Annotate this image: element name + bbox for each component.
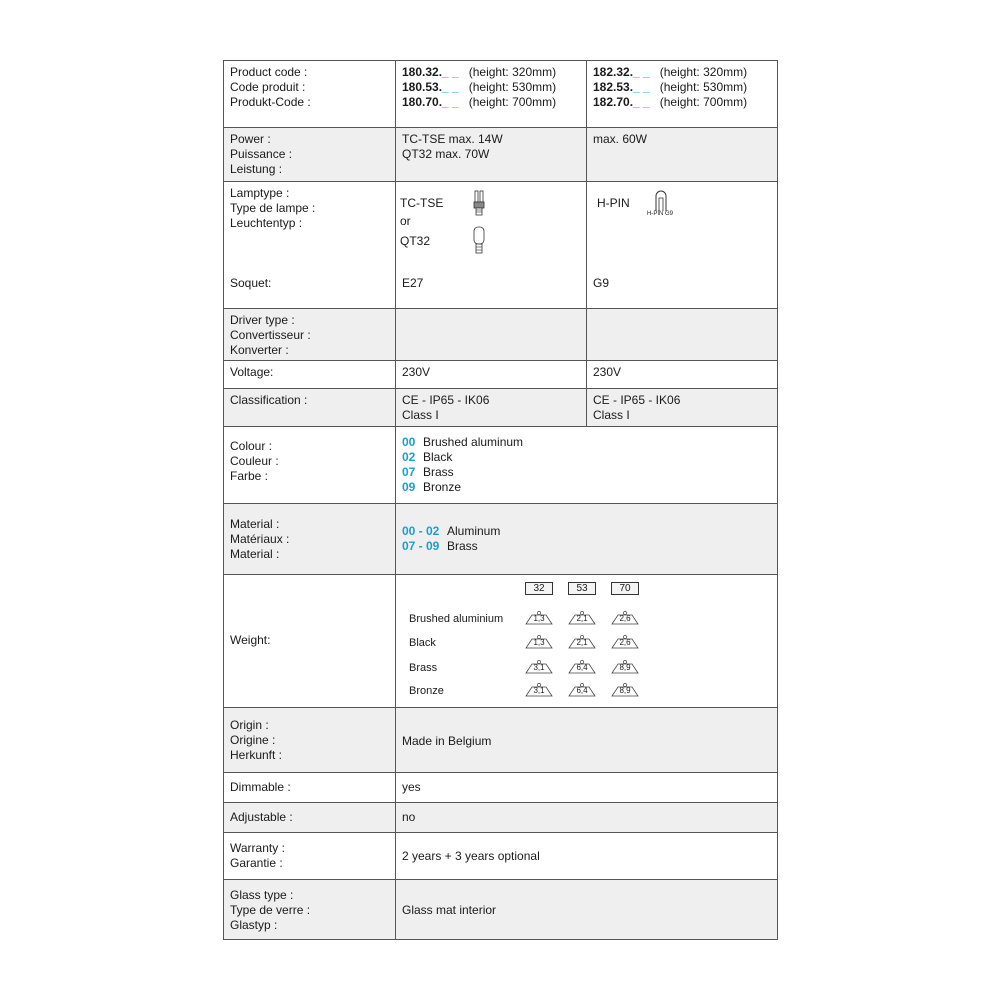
label-cell: Weight:: [224, 575, 396, 707]
row-colour: [224, 426, 777, 503]
socket-label: Soquet:: [230, 276, 272, 290]
product-codes-g9: [587, 61, 777, 127]
weight-icon: 2,1: [567, 611, 597, 625]
label-cell: Dimmable :: [224, 773, 396, 802]
warranty-value: 2 years + 3 years optional: [402, 849, 540, 863]
driver-g9: [587, 309, 777, 360]
finish-label: Brushed aluminium: [409, 613, 504, 625]
finish-label: Black: [409, 637, 436, 649]
label-cell: Power : Puissance : Leistung :: [224, 128, 396, 181]
label-cell: Glass type : Type de verre : Glastyp :: [224, 880, 396, 939]
weight-icon: 3,1: [524, 683, 554, 697]
material-list: [396, 504, 777, 574]
label-fr: Code produit :: [230, 80, 306, 94]
lamptype-e27: TC-TSE or QT32 E27: [396, 182, 587, 308]
height-53-box: 53: [568, 582, 596, 595]
label-cell: Voltage:: [224, 361, 396, 388]
dimmable-value: yes: [402, 780, 421, 794]
height-32-box: 32: [525, 582, 553, 595]
row-lamptype: [224, 181, 777, 308]
code-line: 182.53._ _ (height: 530mm): [593, 80, 748, 94]
row-power: [224, 127, 777, 181]
glass-value: Glass mat interior: [402, 903, 497, 917]
qt32-bulb-icon: [472, 226, 486, 256]
row-dimmable: [224, 772, 777, 802]
code-line: 180.32._ _ (height: 320mm): [402, 65, 557, 79]
label-cell: Warranty : Garantie :: [224, 833, 396, 879]
code-line: 182.32._ _ (height: 320mm): [593, 65, 748, 79]
row-material: [224, 503, 777, 574]
label-cell: Adjustable :: [224, 803, 396, 832]
row-warranty: [224, 832, 777, 879]
weight-icon: 6,4: [567, 660, 597, 674]
weight-icon: 8,9: [610, 683, 640, 697]
weight-icon: 8,9: [610, 660, 640, 674]
height-70-box: 70: [611, 582, 639, 595]
weight-icon: 1,3: [524, 611, 554, 625]
row-classification: [224, 388, 777, 426]
code-line: 180.70._ _ (height: 700mm): [402, 95, 557, 109]
row-adjustable: [224, 802, 777, 832]
power-g9: max. 60W: [593, 132, 648, 146]
weight-table: [396, 575, 777, 707]
spec-table: [223, 60, 778, 940]
weight-icon: 2,6: [610, 611, 640, 625]
material-item: 00 - 02 Aluminum: [402, 524, 501, 538]
weight-icon: 2,6: [610, 635, 640, 649]
label-en: Product code :: [230, 65, 308, 79]
colour-item: 07 Brass: [402, 465, 454, 479]
socket-g9: G9: [593, 276, 610, 290]
colour-item: 09 Bronze: [402, 480, 462, 494]
label-de: Produkt-Code :: [230, 95, 311, 109]
label-cell: Origin : Origine : Herkunft :: [224, 708, 396, 772]
label-cell: Material : Matériaux : Material :: [224, 504, 396, 574]
label-cell: Classification :: [224, 389, 396, 426]
origin-value: Made in Belgium: [402, 734, 492, 748]
tc-tse-bulb-icon: [472, 190, 486, 218]
row-voltage: [224, 360, 777, 388]
weight-icon: 3,1: [524, 660, 554, 674]
power-e27: TC-TSE max. 14W QT32 max. 70W: [396, 128, 587, 181]
colour-list: [396, 427, 777, 503]
label-cell: Colour : Couleur : Farbe :: [224, 427, 396, 503]
classification-e27: CE - IP65 - IK06 Class I: [396, 389, 587, 426]
code-line: 182.70._ _ (height: 700mm): [593, 95, 748, 109]
weight-icon: 6,4: [567, 683, 597, 697]
row-weight: [224, 574, 777, 707]
label-cell: [224, 61, 396, 127]
row-origin: [224, 707, 777, 772]
label-cell: Driver type : Convertisseur : Konverter :: [224, 309, 396, 360]
product-codes-e27: [396, 61, 587, 127]
socket-e27: E27: [402, 276, 424, 290]
finish-label: Bronze: [409, 685, 444, 697]
g9-icon-caption: H-PIN G9: [647, 211, 674, 217]
row-product-code: [224, 61, 777, 127]
row-glass-type: [224, 879, 777, 939]
colour-item: 02 Black: [402, 450, 453, 464]
driver-e27: [396, 309, 587, 360]
label-cell: Lamptype : Type de lampe : Leuchtentyp : Soquet:: [224, 182, 396, 308]
weight-icon: 1,3: [524, 635, 554, 649]
code-line: 180.53._ _ (height: 530mm): [402, 80, 557, 94]
lamptype-g9: H-PIN H-PIN G9 G9: [587, 182, 777, 308]
classification-g9: CE - IP65 - IK06 Class I: [593, 393, 681, 422]
finish-label: Brass: [409, 662, 438, 674]
material-item: 07 - 09 Brass: [402, 539, 478, 553]
colour-item: 00 Brushed aluminum: [402, 435, 524, 449]
voltage-e27: 230V: [396, 361, 587, 388]
voltage-g9: 230V: [593, 365, 622, 379]
weight-icon: 2,1: [567, 635, 597, 649]
row-driver-type: [224, 308, 777, 360]
adjustable-value: no: [402, 810, 416, 824]
